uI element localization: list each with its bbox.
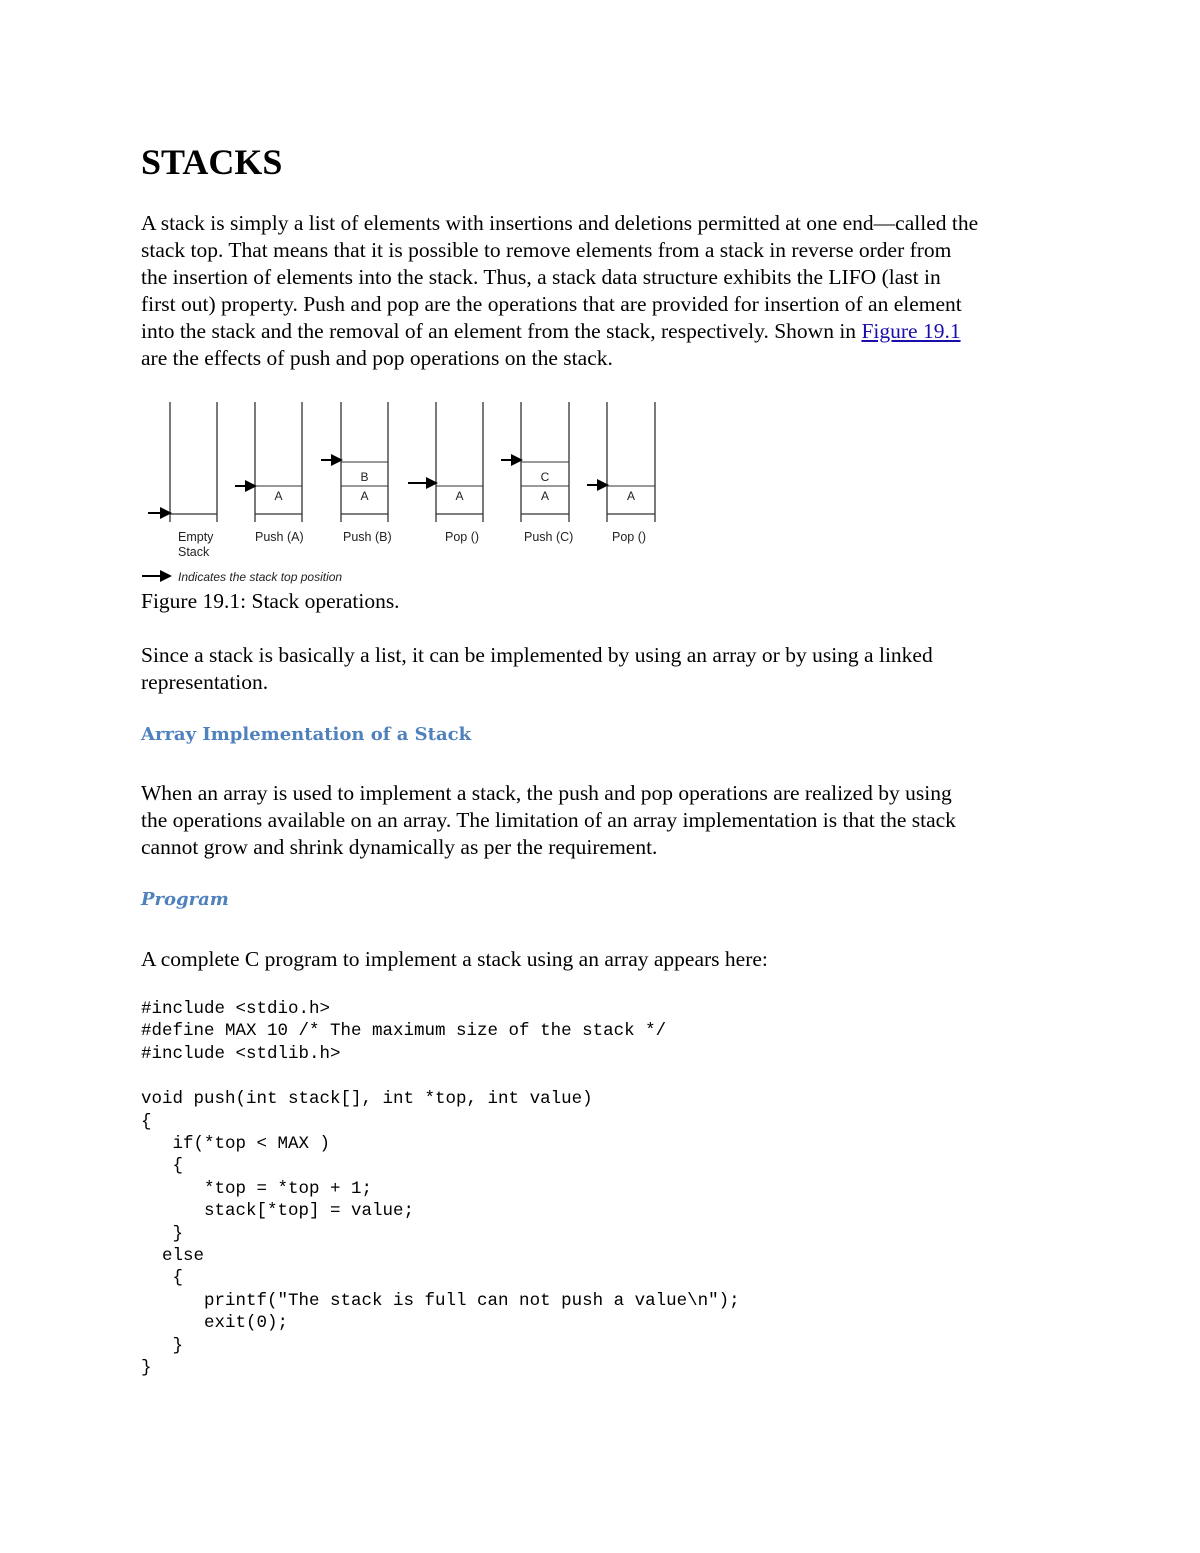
figure-legend <box>142 570 342 584</box>
intro-line-text: into the stack and the removal of an element from the stack, respectively. Shown in <box>141 319 862 343</box>
code-line: { <box>141 1268 184 1289</box>
figure-caption: Figure 19.1: Stack operations. <box>141 589 400 613</box>
code-line: printf("The stack is full can not push a value\n"); <box>141 1290 740 1311</box>
intro-line: the insertion of elements into the stack. Thus, a stack data structure exhibits the LIFO (last in <box>141 265 941 289</box>
code-line: } <box>141 1223 184 1244</box>
intro-paragraph <box>141 210 978 372</box>
stack-operations-figure <box>140 396 680 586</box>
code-line: } <box>141 1335 184 1356</box>
stack-cell: A <box>540 489 550 503</box>
paragraph-line: A complete C program to implement a stack using an array appears here: <box>141 947 768 971</box>
legend-text: Indicates the stack top position <box>178 570 343 584</box>
intro-line: first out) property. Push and pop are the operations that are provided for insertion of an element <box>141 292 962 316</box>
paragraph-line: representation. <box>141 670 269 694</box>
stack-label: Push (C) <box>524 530 574 544</box>
code-line: #include <stdio.h> <box>141 999 331 1019</box>
intro-line: are the effects of push and pop operations on the stack. <box>141 346 613 370</box>
paragraph-line: the operations available on an array. The limitation of an array implementation is that the stack <box>141 808 956 832</box>
stack-cell: C <box>540 470 550 484</box>
code-line: { <box>141 1156 184 1177</box>
section-heading-program: Program <box>141 889 229 910</box>
stack-diagram-push-b <box>321 402 392 544</box>
stack-label: Pop () <box>612 530 647 544</box>
stack-cell: B <box>360 470 369 484</box>
intro-line: A stack is simply a list of elements with insertions and deletions permitted at one end—called the <box>141 211 979 235</box>
stack-cell: A <box>626 489 636 503</box>
code-line: #define MAX 10 /* The maximum size of the stack */ <box>141 1021 667 1042</box>
stack-diagram-push-c <box>501 402 573 544</box>
code-line: void push(int stack[], int *top, int value) <box>141 1089 593 1110</box>
paragraph-implementation <box>141 642 933 696</box>
paragraph-line: Since a stack is basically a list, it can be implemented by using an array or by using a linked <box>141 643 933 667</box>
section-heading-array: Array Implementation of a Stack <box>141 724 472 745</box>
stack-diagram-pop-2 <box>587 402 655 544</box>
stack-label: Stack <box>178 545 210 559</box>
code-line: else <box>141 1246 205 1267</box>
figure-link[interactable]: Figure 19.1 <box>861 319 961 343</box>
stack-cell: A <box>360 489 369 503</box>
page-title: STACKS <box>141 142 283 182</box>
stack-label: Empty <box>178 530 214 544</box>
stack-diagram-empty <box>148 402 217 559</box>
paragraph-line: cannot grow and shrink dynamically as per the requirement. <box>141 835 658 859</box>
paragraph-program-intro <box>141 946 768 973</box>
stack-diagram-push-a <box>235 402 304 544</box>
stack-label: Push (A) <box>255 530 304 544</box>
paragraph-line: When an array is used to implement a stack, the push and pop operations are realized by using <box>141 781 952 805</box>
code-line: stack[*top] = value; <box>141 1201 415 1222</box>
stack-label: Push (B) <box>343 530 392 544</box>
code-line: { <box>141 1111 152 1132</box>
intro-line <box>141 318 978 345</box>
code-line: exit(0); <box>141 1313 289 1334</box>
intro-line: stack top. That means that it is possible to remove elements from a stack in reverse order from <box>141 238 952 262</box>
paragraph-array <box>141 780 956 861</box>
code-block <box>141 998 740 1380</box>
code-line: if(*top < MAX ) <box>141 1134 331 1155</box>
code-line: *top = *top + 1; <box>141 1178 373 1199</box>
stack-cell: A <box>274 489 283 503</box>
code-line: #include <stdlib.h> <box>141 1043 341 1064</box>
stack-label: Pop () <box>445 530 480 544</box>
stack-diagram-pop-1 <box>408 402 483 544</box>
stack-cell: A <box>455 489 464 503</box>
code-line: } <box>141 1358 152 1379</box>
